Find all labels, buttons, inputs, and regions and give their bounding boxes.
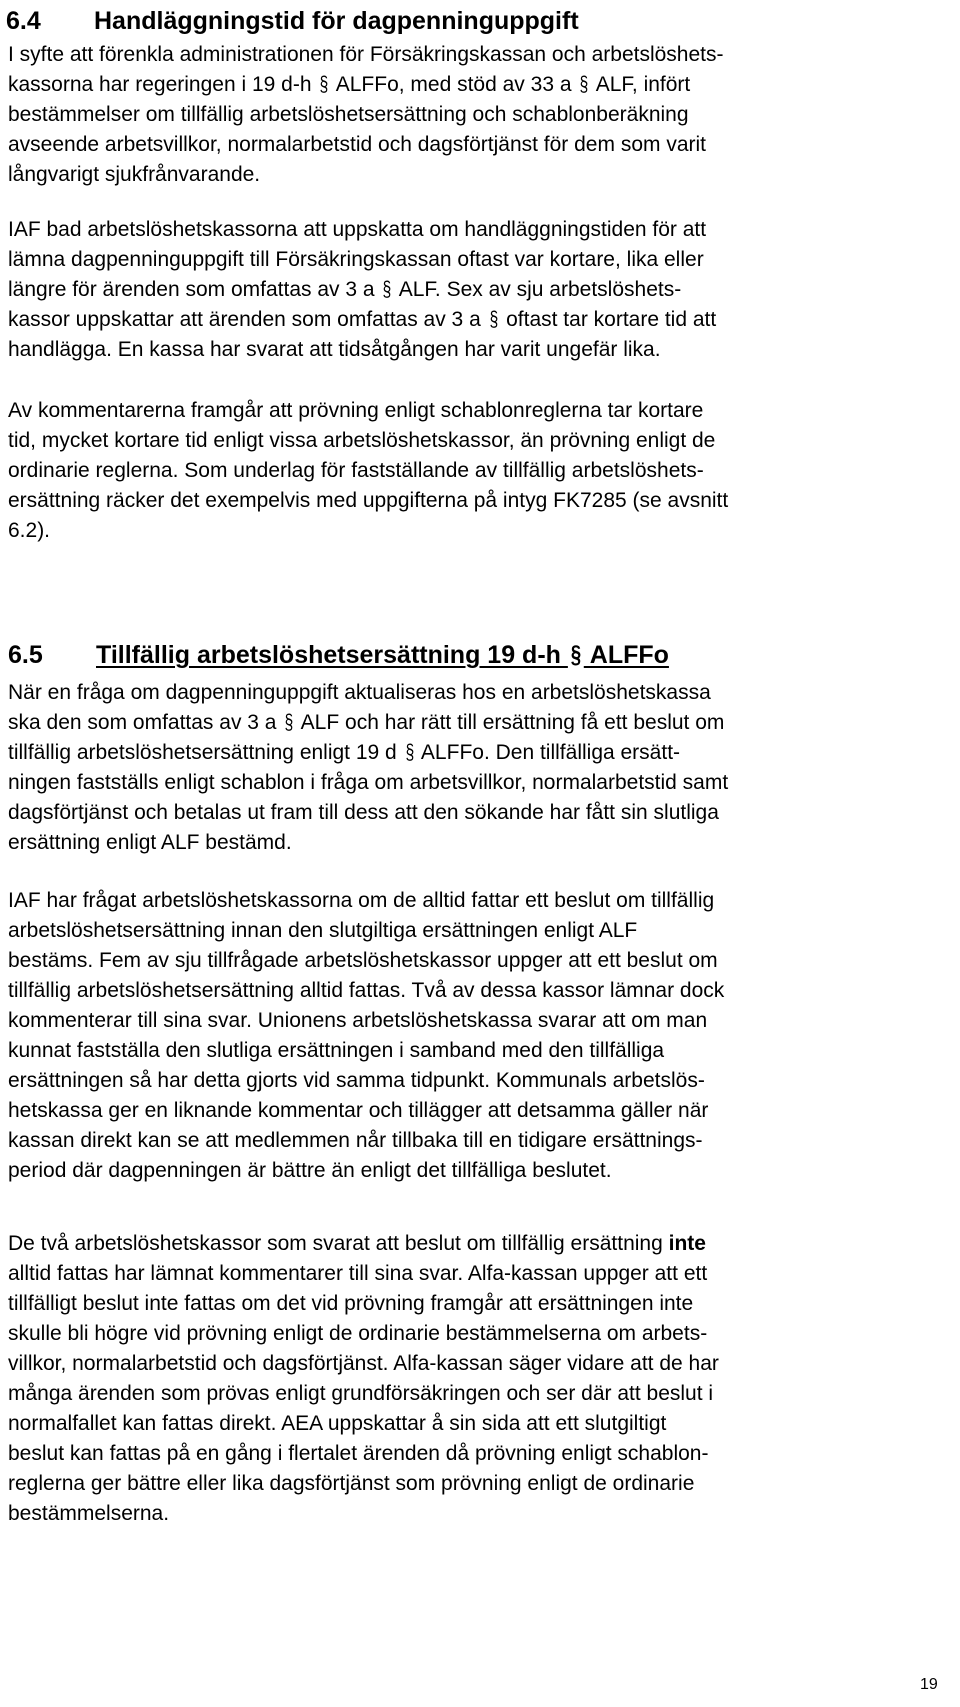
text-line: reglerna ger bättre eller lika dagsförtjänst som prövning enligt de ordinarie <box>8 1472 695 1495</box>
section-sign: § <box>489 308 498 331</box>
text-line: I syfte att förenkla administrationen för Försäkringskassan och arbetslöshets- <box>8 43 724 66</box>
text-line: bestäms. Fem av sju tillfrågade arbetslöshetskassor uppger att ett beslut om <box>8 949 718 972</box>
section-6-5-heading <box>8 640 669 670</box>
text-line: tillfällig arbetslöshetsersättning alltid fattas. Två av dessa kassor lämnar dock <box>8 979 725 1002</box>
text-run: De två arbetslöshetskassor som svarat att beslut om tillfällig ersättning <box>8 1232 669 1255</box>
section-6-5-paragraph-2 <box>8 886 948 1186</box>
text-line: kassorna har regeringen i 19 d-h § ALFFo, med stöd av 33 a § ALF, infört <box>8 70 948 100</box>
section-sign: § <box>570 641 582 669</box>
section-6-4-number: 6.4 <box>6 7 41 35</box>
text-line: Av kommentarerna framgår att prövning enligt schablonreglerna tar kortare <box>8 399 704 422</box>
text-line: handlägga. En kassa har svarat att tidsåtgången har varit ungefär lika. <box>8 338 661 361</box>
section-sign: § <box>382 278 392 301</box>
emphasis-inte: inte <box>668 1232 706 1255</box>
text-line: kassan direkt kan se att medlemmen når tillbaka till en tidigare ersättnings- <box>8 1129 703 1152</box>
text-line: avseende arbetsvillkor, normalarbetstid och dagsförtjänst för dem som varit <box>8 133 706 156</box>
text-line: långvarigt sjukfrånvarande. <box>8 163 261 186</box>
text-line <box>8 1229 948 1259</box>
section-6-5-paragraph-1 <box>8 678 948 858</box>
text-line: tillfällig arbetslöshetsersättning enligt 19 d § ALFFo. Den tillfälliga ersätt- <box>8 738 948 768</box>
section-sign: § <box>579 73 589 96</box>
text-line: ersättning enligt ALF bestämd. <box>8 831 292 854</box>
section-6-4-paragraph-3 <box>8 396 948 546</box>
text-line: arbetslöshetsersättning innan den slutgiltiga ersättningen enligt ALF <box>8 919 638 942</box>
text-line: många ärenden som prövas enligt grundförsäkringen och ser där att beslut i <box>8 1382 714 1405</box>
text-line: ersättning räcker det exempelvis med uppgifterna på intyg FK7285 (se avsnitt <box>8 489 729 512</box>
text-line: skulle bli högre vid prövning enligt de ordinarie bestämmelserna om arbets- <box>8 1322 708 1345</box>
section-6-4-paragraph-2 <box>8 215 948 365</box>
text-line: tillfälligt beslut inte fattas om det vid prövning framgår att ersättningen inte <box>8 1292 694 1315</box>
text-line: När en fråga om dagpenninguppgift aktualiseras hos en arbetslöshetskassa <box>8 681 711 704</box>
text-line: kommenterar till sina svar. Unionens arbetslöshetskassa svarar att om man <box>8 1009 708 1032</box>
text-line: period där dagpenningen är bättre än enligt det tillfälliga beslutet. <box>8 1159 612 1182</box>
section-6-5-paragraph-3 <box>8 1229 948 1529</box>
text-line: ningen fastställs enligt schablon i fråga om arbetsvillkor, normalarbetstid samt <box>8 771 729 794</box>
text-line: bestämmelser om tillfällig arbetslöshetsersättning och schablonberäkning <box>8 103 689 126</box>
section-6-5-title: Tillfällig arbetslöshetsersättning 19 d-h § ALFFo <box>96 641 669 669</box>
text-line: hetskassa ger en liknande kommentar och tillägger att detsamma gäller när <box>8 1099 709 1122</box>
text-line: IAF bad arbetslöshetskassorna att uppskatta om handläggningstiden för att <box>8 218 707 241</box>
text-line: ersättningen så har detta gjorts vid samma tidpunkt. Kommunals arbetslös- <box>8 1069 705 1092</box>
text-line: alltid fattas har lämnat kommentarer till sina svar. Alfa-kassan uppger att ett <box>8 1262 708 1285</box>
section-sign: § <box>405 741 414 764</box>
section-6-4-heading <box>6 6 579 36</box>
text-line: normalfallet kan fattas direkt. AEA uppskattar å sin sida att ett slutgiltigt <box>8 1412 667 1435</box>
section-6-4-title: Handläggningstid för dagpenninguppgift <box>94 7 579 35</box>
text-line: dagsförtjänst och betalas ut fram till dess att den sökande har fått sin slutliga <box>8 801 719 824</box>
text-line: ordinarie reglerna. Som underlag för fastställande av tillfällig arbetslöshets- <box>8 459 704 482</box>
text-line: längre för ärenden som omfattas av 3 a § ALF. Sex av sju arbetslöshets- <box>8 275 948 305</box>
text-line: ska den som omfattas av 3 a § ALF och har rätt till ersättning få ett beslut om <box>8 708 948 738</box>
section-sign: § <box>284 711 294 734</box>
text-line: beslut kan fattas på en gång i flertalet ärenden då prövning enligt schablon- <box>8 1442 709 1465</box>
page-number: 19 <box>920 1676 938 1693</box>
text-line: tid, mycket kortare tid enligt vissa arbetslöshetskassor, än prövning enligt de <box>8 429 716 452</box>
text-line: kassor uppskattar att ärenden som omfattas av 3 a § oftast tar kortare tid att <box>8 305 948 335</box>
text-line: 6.2). <box>8 519 51 542</box>
section-sign: § <box>319 73 329 96</box>
section-6-5-number: 6.5 <box>8 641 43 669</box>
text-line: kunnat fastställa den slutliga ersättningen i samband med den tillfälliga <box>8 1039 665 1062</box>
text-line: lämna dagpenninguppgift till Försäkringskassan oftast var kortare, lika eller <box>8 248 704 271</box>
text-line: villkor, normalarbetstid och dagsförtjänst. Alfa-kassan säger vidare att de har <box>8 1352 719 1375</box>
text-line: IAF har frågat arbetslöshetskassorna om de alltid fattar ett beslut om tillfällig <box>8 889 715 912</box>
section-6-4-paragraph-1 <box>8 40 948 190</box>
text-line: bestämmelserna. <box>8 1502 170 1525</box>
